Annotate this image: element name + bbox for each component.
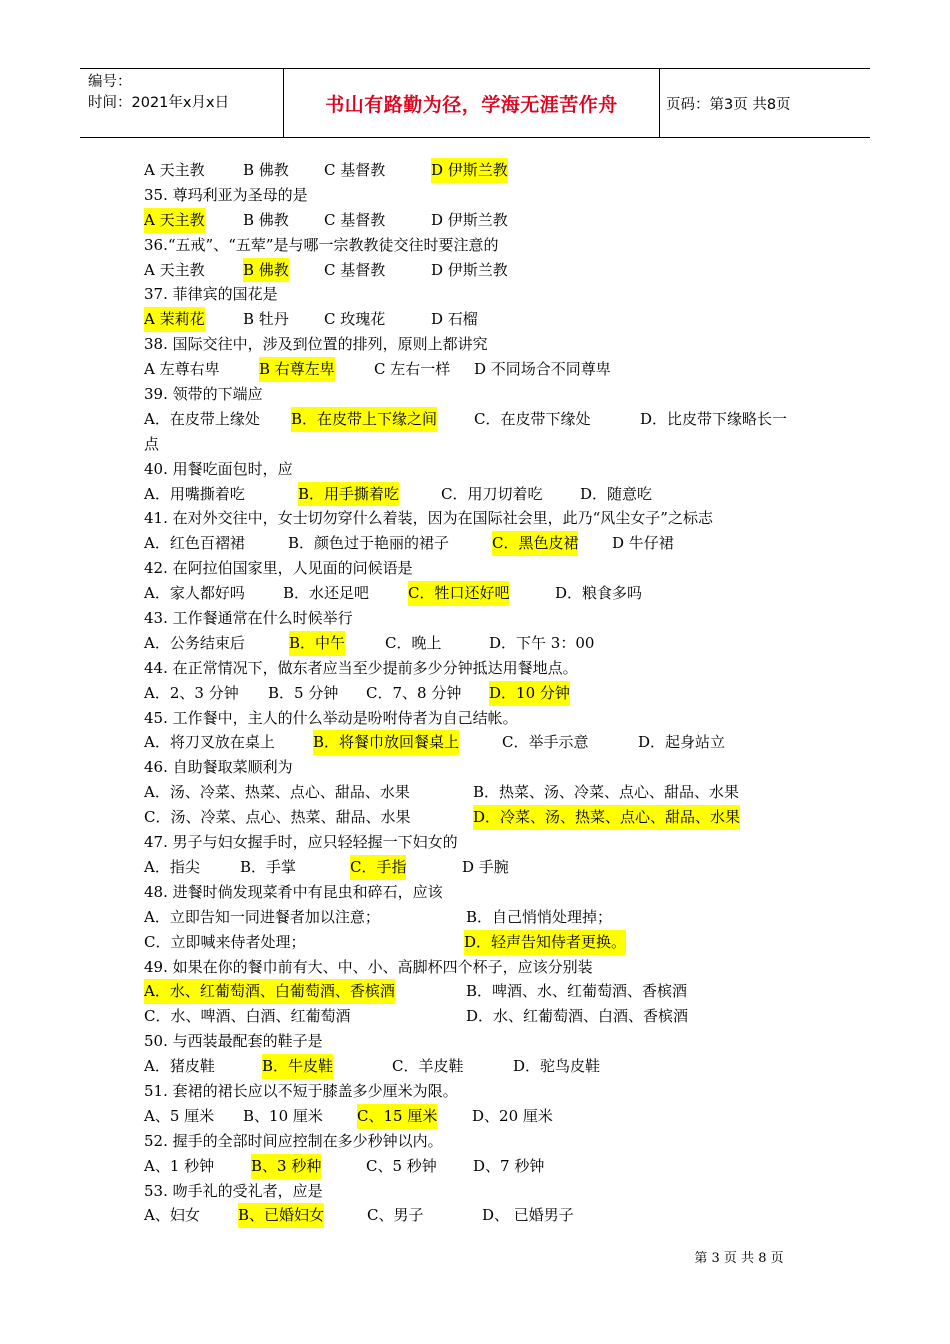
option-c: C．7、8 分钟: [366, 683, 462, 702]
question-47: 47. 男子与妇女握手时，应只轻轻握一下妇女的: [144, 833, 458, 852]
option-c: C 左右一样: [374, 360, 451, 379]
option-b: B 佛教: [243, 210, 289, 229]
option-a: A 天主教: [144, 161, 205, 179]
question-45: 45. 工作餐中，主人的什么举动是吩咐侍者为自己结帐。: [144, 708, 518, 727]
option-d: D 石榴: [431, 310, 478, 329]
option-b-answer: B．用手撕着吃: [298, 482, 399, 507]
option-row: [144, 780, 824, 805]
question-35: 35. 尊玛利亚为圣母的是: [144, 185, 308, 204]
option-b: B．自己悄悄处理掉；: [466, 907, 613, 926]
option-a-answer: A 天主教: [144, 208, 205, 233]
question-44: 44. 在正常情况下，做东者应当至少提前多少分钟抵达用餐地点。: [144, 658, 578, 677]
option-d: D 不同场合不同尊卑: [474, 360, 611, 379]
option-d: D．随意吃: [580, 484, 653, 503]
option-a: A．红色百褶裙: [144, 534, 245, 553]
option-b: B．热菜、汤、冷菜、点心、甜品、水果: [473, 783, 740, 802]
option-c: C 玫瑰花: [324, 310, 386, 329]
question-37: 37. 菲律宾的国花是: [144, 285, 278, 304]
option-c: C．汤、冷菜、点心、热菜、甜品、水果: [144, 808, 411, 827]
option-row: [144, 930, 824, 955]
option-a: A、1 秒钟: [144, 1156, 215, 1175]
question-50: 50. 与西装最配套的鞋子是: [144, 1032, 323, 1051]
option-row: [144, 482, 824, 507]
option-b-answer: B．在皮带上下缘之间: [291, 407, 437, 432]
option-b: B．啤酒、水、红葡萄酒、香槟酒: [466, 982, 688, 1001]
option-c: C、男子: [367, 1206, 424, 1225]
page-footer: [0, 1247, 950, 1266]
option-a-answer: A 茉莉花: [144, 307, 205, 332]
option-row: [144, 805, 824, 830]
question-53: 53. 吻手礼的受礼者，应是: [144, 1181, 323, 1200]
question-40: 40. 用餐吃面包时，应: [144, 459, 293, 478]
option-a: A．家人都好吗: [144, 584, 245, 603]
question-49: 49. 如果在你的餐巾前有大、中、小、高脚杯四个杯子，应该分别装: [144, 957, 593, 976]
option-d-answer: D 伊斯兰教: [431, 158, 508, 183]
option-d: D、7 秒钟: [473, 1156, 545, 1175]
header-motto: 书山有路勤为径，学海无涯苦作舟: [284, 69, 660, 137]
question-48: 48. 进餐时倘发现菜肴中有昆虫和碎石，应该: [144, 882, 443, 901]
option-a: A．用嘴撕着吃: [144, 484, 245, 503]
option-b-answer: B．将餐巾放回餐桌上: [313, 730, 459, 755]
option-row: [144, 631, 824, 656]
option-a: A．指尖: [144, 857, 200, 876]
option-b: B 佛教: [243, 161, 289, 179]
option-b: B 牡丹: [243, 310, 289, 329]
option-row: [144, 307, 824, 332]
option-a: A、5 厘米: [144, 1106, 215, 1125]
option-c: C．晚上: [385, 633, 442, 652]
option-row: [144, 158, 824, 183]
option-c: C．羊皮鞋: [392, 1057, 464, 1076]
option-d: D．水、红葡萄酒、白酒、香槟酒: [466, 1007, 689, 1026]
option-d: D．比皮带下缘略长一: [640, 409, 788, 428]
option-row: [144, 730, 824, 755]
option-row: [144, 1104, 824, 1129]
option-row: [144, 407, 824, 432]
option-a-answer: A．水、红葡萄酒、白葡萄酒、香槟酒: [144, 979, 395, 1004]
option-row: [144, 1203, 824, 1228]
option-c: C．举手示意: [502, 733, 589, 752]
option-d: D．起身站立: [638, 733, 726, 752]
option-row: [144, 531, 824, 556]
option-row: [144, 681, 824, 706]
footer-page-number: 第 3 页 共 8 页: [694, 1251, 784, 1266]
option-b: B．5 分钟: [268, 683, 339, 702]
question-36: 36.“五戒”、“五荤”是与哪一宗教教徒交往时要注意的: [144, 235, 499, 254]
question-46: 46. 自助餐取菜顺利为: [144, 758, 293, 777]
option-d: D 手腕: [462, 857, 509, 876]
option-d: D．驼鸟皮鞋: [513, 1057, 601, 1076]
page-header: [80, 68, 870, 138]
question-52: 52. 握手的全部时间应控制在多少秒钟以内。: [144, 1131, 443, 1150]
question-51: 51. 套裙的裙长应以不短于膝盖多少厘米为限。: [144, 1081, 458, 1100]
option-a: A．立即告知一同进餐者加以注意；: [144, 907, 380, 926]
option-b: B．颜色过于艳丽的裙子: [288, 534, 450, 553]
option-row: [144, 979, 824, 1004]
option-row: [144, 855, 824, 880]
option-c: C 基督教: [324, 260, 386, 279]
option-b-answer: B、3 秒种: [251, 1154, 321, 1179]
option-b: B．手掌: [240, 857, 297, 876]
option-b-answer: B、已婚妇女: [238, 1203, 324, 1228]
option-a: A 左尊右卑: [144, 360, 220, 379]
question-39: 39. 领带的下端应: [144, 385, 263, 404]
option-a: A、妇女: [144, 1206, 200, 1225]
option-d-answer: D．冷菜、汤、热菜、点心、甜品、水果: [473, 805, 740, 830]
option-c: C．用刀切着吃: [441, 484, 543, 503]
option-row: [144, 208, 824, 233]
question-41: 41. 在对外交往中，女士切勿穿什么着装，因为在国际社会里，此乃“风尘女子”之标志: [144, 509, 713, 528]
option-c-answer: C．黑色皮裙: [492, 531, 578, 556]
question-list: [144, 158, 824, 1228]
option-c: C 基督教: [324, 161, 386, 179]
question-42: 42. 在阿拉伯国家里，人见面的问候语是: [144, 559, 413, 578]
option-a: A．在皮带上缘处: [144, 409, 260, 428]
option-row: [144, 905, 824, 930]
header-meta: [80, 69, 284, 137]
option-c: C、5 秒钟: [366, 1156, 437, 1175]
option-row: [144, 581, 824, 606]
option-c: C．在皮带下缘处: [474, 409, 591, 428]
option-d-answer: D．10 分钟: [489, 681, 570, 706]
header-page-label: 页码：第3页 共8页: [666, 96, 791, 113]
time-label: 时间：2021年x月x日: [88, 95, 230, 111]
option-b-answer: B．中午: [289, 631, 345, 656]
option-a: A．公务结束后: [144, 633, 245, 652]
option-b: B．水还足吧: [283, 584, 370, 603]
option-row: [144, 258, 824, 283]
option-c: C．立即喊来侍者处理；: [144, 932, 306, 951]
option-b-answer: B 右尊左卑: [259, 357, 335, 382]
option-d: D．粮食多吗: [555, 584, 643, 603]
option-c: C．水、啤酒、白酒、红葡萄酒: [144, 1007, 351, 1026]
option-a: A．猪皮鞋: [144, 1057, 215, 1076]
option-c: C 基督教: [324, 210, 386, 229]
option-d-continued: 点: [144, 434, 160, 453]
question-38: 38. 国际交往中，涉及到位置的排列，原则上都讲究: [144, 335, 488, 354]
option-c-answer: C．牲口还好吧: [408, 581, 509, 606]
option-b-answer: B 佛教: [243, 258, 289, 283]
option-c-answer: C、15 厘米: [357, 1104, 437, 1129]
option-row: [144, 1004, 824, 1029]
option-a: A．汤、冷菜、热菜、点心、甜品、水果: [144, 783, 410, 802]
option-a: A．2、3 分钟: [144, 683, 239, 702]
option-d: D、 已婚男子: [482, 1206, 574, 1225]
option-c-answer: C．手指: [350, 855, 406, 880]
option-a: A 天主教: [144, 260, 205, 279]
option-row: [144, 357, 824, 382]
question-43: 43. 工作餐通常在什么时候举行: [144, 609, 353, 628]
option-row: [144, 1154, 824, 1179]
option-d: D 伊斯兰教: [431, 260, 508, 279]
number-label: 编号：: [88, 74, 132, 90]
option-d: D 牛仔裙: [612, 534, 674, 553]
option-d: D 伊斯兰教: [431, 210, 508, 229]
option-b-answer: B．牛皮鞋: [262, 1054, 333, 1079]
option-d-answer: D．轻声告知侍者更换。: [464, 930, 626, 955]
option-d: D、20 厘米: [472, 1106, 553, 1125]
option-a: A．将刀叉放在桌上: [144, 733, 275, 752]
option-b: B、10 厘米: [243, 1106, 323, 1125]
option-d: D．下午 3：00: [489, 633, 595, 652]
option-row: [144, 1054, 824, 1079]
